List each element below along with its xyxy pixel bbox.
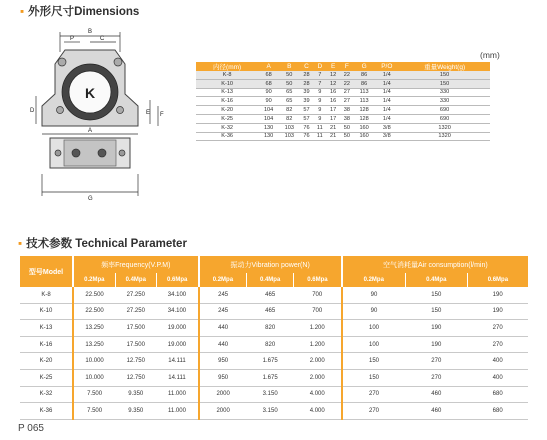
header-cell: P/O bbox=[374, 62, 399, 71]
table-cell: 700 bbox=[294, 287, 342, 303]
model-header: 型号Model bbox=[20, 256, 73, 287]
model-cell: K-8 bbox=[20, 287, 73, 303]
table-cell: 3.150 bbox=[247, 403, 294, 420]
table-cell: 100 bbox=[342, 320, 406, 337]
table-cell: 34.100 bbox=[156, 287, 198, 303]
table-cell: 245 bbox=[199, 303, 247, 320]
technical-table-body bbox=[20, 287, 528, 419]
table-row bbox=[196, 97, 490, 106]
table-cell: 22 bbox=[340, 79, 354, 88]
table-cell: 19.000 bbox=[156, 336, 198, 353]
table-cell: 13.250 bbox=[73, 320, 115, 337]
table-cell: 21 bbox=[326, 123, 340, 132]
table-cell: 465 bbox=[247, 303, 294, 320]
vibrator-technical-drawing bbox=[20, 24, 170, 204]
header-cell: B bbox=[279, 62, 300, 71]
header-cell: C bbox=[300, 62, 314, 71]
pressure-header: 0.6Mpa bbox=[156, 273, 198, 287]
table-cell: 7.500 bbox=[73, 403, 115, 420]
table-cell: 3.150 bbox=[247, 386, 294, 403]
table-cell: 17 bbox=[326, 106, 340, 115]
model-cell: K-20 bbox=[20, 353, 73, 370]
table-cell: 22.500 bbox=[73, 303, 115, 320]
table-cell: 820 bbox=[247, 320, 294, 337]
header-cell: E bbox=[326, 62, 340, 71]
model-cell: K-10 bbox=[20, 303, 73, 320]
model-cell: K-16 bbox=[196, 97, 258, 106]
vibration-power-header: 振动力Vibration power(N) bbox=[199, 256, 342, 273]
table-cell: 2000 bbox=[199, 403, 247, 420]
table-cell: 39 bbox=[300, 88, 314, 97]
table-cell: 104 bbox=[258, 106, 279, 115]
table-cell: 68 bbox=[258, 71, 279, 79]
table-cell: 190 bbox=[467, 303, 528, 320]
table-cell: 1/4 bbox=[374, 114, 399, 123]
table-cell: 22.500 bbox=[73, 287, 115, 303]
table-cell: 90 bbox=[258, 88, 279, 97]
dimensions-header-row bbox=[196, 62, 490, 71]
pressure-header: 0.2Mpa bbox=[342, 273, 406, 287]
table-cell: 460 bbox=[405, 386, 467, 403]
table-cell: 39 bbox=[300, 97, 314, 106]
header-cell: A bbox=[258, 62, 279, 71]
table-cell: 150 bbox=[405, 303, 467, 320]
table-cell: 820 bbox=[247, 336, 294, 353]
table-cell: 2000 bbox=[199, 386, 247, 403]
table-cell: 90 bbox=[258, 97, 279, 106]
table-cell: 460 bbox=[405, 403, 467, 420]
table-cell: 27 bbox=[340, 97, 354, 106]
table-cell: 150 bbox=[399, 79, 490, 88]
dim-letter-c: C bbox=[100, 36, 105, 42]
table-cell: 160 bbox=[354, 132, 375, 141]
table-cell: 270 bbox=[405, 353, 467, 370]
table-cell: 113 bbox=[354, 97, 375, 106]
table-cell: 14.111 bbox=[156, 353, 198, 370]
table-cell: 103 bbox=[279, 132, 300, 141]
pressure-header: 0.4Mpa bbox=[405, 273, 467, 287]
table-cell: 13.250 bbox=[73, 336, 115, 353]
table-cell: 9 bbox=[313, 88, 326, 97]
technical-parameter-title: 技术参数 Technical Parameter bbox=[26, 238, 187, 250]
table-cell: 14.111 bbox=[156, 369, 198, 386]
table-row bbox=[20, 369, 528, 386]
model-cell: K-25 bbox=[20, 369, 73, 386]
table-cell: 950 bbox=[199, 369, 247, 386]
model-cell: K-8 bbox=[196, 71, 258, 79]
table-cell: 400 bbox=[467, 353, 528, 370]
table-cell: 700 bbox=[294, 303, 342, 320]
table-row bbox=[196, 132, 490, 141]
header-cell: D bbox=[313, 62, 326, 71]
header-cell: 重量Weight(g) bbox=[399, 62, 490, 71]
table-cell: 4.000 bbox=[294, 386, 342, 403]
table-cell: 7.500 bbox=[73, 386, 115, 403]
table-cell: 150 bbox=[405, 287, 467, 303]
table-cell: 690 bbox=[399, 114, 490, 123]
table-cell: 245 bbox=[199, 287, 247, 303]
dim-letter-d: D bbox=[30, 108, 35, 114]
dim-letter-g: G bbox=[88, 196, 93, 202]
frequency-header: 频率Frequency(V.P.M) bbox=[73, 256, 199, 273]
table-cell: 90 bbox=[342, 287, 406, 303]
table-cell: 17 bbox=[326, 114, 340, 123]
table-cell: 68 bbox=[258, 79, 279, 88]
pressure-header: 0.2Mpa bbox=[199, 273, 247, 287]
table-cell: 16 bbox=[326, 88, 340, 97]
dimensions-heading bbox=[20, 3, 139, 19]
table-cell: 76 bbox=[300, 123, 314, 132]
table-cell: 160 bbox=[354, 123, 375, 132]
table-cell: 82 bbox=[279, 106, 300, 115]
table-cell: 9 bbox=[313, 106, 326, 115]
unit-label: (mm) bbox=[480, 50, 500, 60]
table-cell: 38 bbox=[340, 114, 354, 123]
table-cell: 82 bbox=[279, 114, 300, 123]
dim-letter-a: A bbox=[88, 128, 93, 134]
table-cell: 130 bbox=[258, 132, 279, 141]
pressure-header: 0.6Mpa bbox=[294, 273, 342, 287]
table-cell: 1/4 bbox=[374, 71, 399, 79]
table-cell: 1/4 bbox=[374, 97, 399, 106]
table-cell: 65 bbox=[279, 88, 300, 97]
table-cell: 1.675 bbox=[247, 369, 294, 386]
table-cell: 86 bbox=[354, 79, 375, 88]
table-cell: 12 bbox=[326, 71, 340, 79]
table-cell: 330 bbox=[399, 88, 490, 97]
table-cell: 1/4 bbox=[374, 88, 399, 97]
table-cell: 76 bbox=[300, 132, 314, 141]
table-cell: 65 bbox=[279, 97, 300, 106]
dimensions-table-body bbox=[196, 71, 490, 141]
table-cell: 21 bbox=[326, 132, 340, 141]
model-cell: K-32 bbox=[196, 123, 258, 132]
table-cell: 190 bbox=[405, 336, 467, 353]
table-row bbox=[196, 71, 490, 79]
table-cell: 27 bbox=[340, 88, 354, 97]
dimensions-table bbox=[196, 62, 490, 141]
table-cell: 12.750 bbox=[115, 369, 156, 386]
table-cell: 103 bbox=[279, 123, 300, 132]
table-cell: 190 bbox=[405, 320, 467, 337]
header-cell: F bbox=[340, 62, 354, 71]
table-cell: 11 bbox=[313, 123, 326, 132]
table-cell: 690 bbox=[399, 106, 490, 115]
table-cell: 330 bbox=[399, 97, 490, 106]
table-cell: 9.350 bbox=[115, 403, 156, 420]
table-row bbox=[20, 336, 528, 353]
table-cell: 38 bbox=[340, 106, 354, 115]
table-row bbox=[196, 114, 490, 123]
tech-header-row-pressures bbox=[20, 273, 528, 287]
table-cell: 1320 bbox=[399, 123, 490, 132]
table-cell: 680 bbox=[467, 386, 528, 403]
table-row bbox=[20, 403, 528, 420]
table-cell: 104 bbox=[258, 114, 279, 123]
table-cell: 190 bbox=[467, 287, 528, 303]
table-row bbox=[196, 88, 490, 97]
table-cell: 27.250 bbox=[115, 287, 156, 303]
table-cell: 270 bbox=[342, 403, 406, 420]
table-cell: 1320 bbox=[399, 132, 490, 141]
table-cell: 50 bbox=[279, 79, 300, 88]
drawing-svg bbox=[20, 24, 170, 204]
table-cell: 12 bbox=[326, 79, 340, 88]
page-number: P 065 bbox=[18, 423, 44, 434]
table-cell: 4.000 bbox=[294, 403, 342, 420]
table-cell: 440 bbox=[199, 320, 247, 337]
table-cell: 50 bbox=[340, 123, 354, 132]
model-cell: K-16 bbox=[20, 336, 73, 353]
table-cell: 270 bbox=[467, 336, 528, 353]
table-cell: 7 bbox=[313, 71, 326, 79]
drawing-center-label: K bbox=[84, 85, 96, 101]
table-cell: 130 bbox=[258, 123, 279, 132]
table-cell: 270 bbox=[342, 386, 406, 403]
model-cell: K-13 bbox=[20, 320, 73, 337]
table-cell: 100 bbox=[342, 336, 406, 353]
table-row bbox=[20, 386, 528, 403]
pressure-header: 0.2Mpa bbox=[73, 273, 115, 287]
table-cell: 150 bbox=[399, 71, 490, 79]
table-cell: 128 bbox=[354, 106, 375, 115]
table-cell: 1.200 bbox=[294, 336, 342, 353]
table-row bbox=[196, 79, 490, 88]
table-cell: 11 bbox=[313, 132, 326, 141]
table-cell: 57 bbox=[300, 106, 314, 115]
technical-parameter-table bbox=[20, 256, 528, 420]
tech-header-row-groups bbox=[20, 256, 528, 273]
table-cell: 17.500 bbox=[115, 320, 156, 337]
table-cell: 7 bbox=[313, 79, 326, 88]
dim-letter-e: E bbox=[146, 110, 151, 116]
table-cell: 400 bbox=[467, 369, 528, 386]
table-cell: 57 bbox=[300, 114, 314, 123]
bullet-icon: ▪ bbox=[18, 238, 23, 250]
table-cell: 22 bbox=[340, 71, 354, 79]
table-cell: 150 bbox=[342, 369, 406, 386]
table-row bbox=[20, 353, 528, 370]
table-cell: 2.000 bbox=[294, 353, 342, 370]
bullet-icon: ▪ bbox=[20, 6, 25, 18]
model-cell: K-10 bbox=[196, 79, 258, 88]
table-cell: 10.000 bbox=[73, 353, 115, 370]
table-row bbox=[196, 106, 490, 115]
table-cell: 12.750 bbox=[115, 353, 156, 370]
table-cell: 3/8 bbox=[374, 123, 399, 132]
table-cell: 10.000 bbox=[73, 369, 115, 386]
table-cell: 1/4 bbox=[374, 79, 399, 88]
table-cell: 1.200 bbox=[294, 320, 342, 337]
dim-letter-b: B bbox=[88, 29, 93, 35]
table-row bbox=[196, 123, 490, 132]
table-cell: 11.000 bbox=[156, 403, 198, 420]
table-cell: 2.000 bbox=[294, 369, 342, 386]
table-cell: 86 bbox=[354, 71, 375, 79]
model-cell: K-13 bbox=[196, 88, 258, 97]
table-row bbox=[20, 287, 528, 303]
table-cell: 17.500 bbox=[115, 336, 156, 353]
model-cell: K-36 bbox=[20, 403, 73, 420]
header-cell: G bbox=[354, 62, 375, 71]
table-cell: 34.100 bbox=[156, 303, 198, 320]
technical-parameter-heading bbox=[18, 235, 187, 251]
table-cell: 28 bbox=[300, 71, 314, 79]
table-cell: 9.350 bbox=[115, 386, 156, 403]
table-cell: 9 bbox=[313, 114, 326, 123]
table-cell: 28 bbox=[300, 79, 314, 88]
dimensions-title: 外形尺寸Dimensions bbox=[28, 6, 140, 18]
table-cell: 16 bbox=[326, 97, 340, 106]
table-cell: 950 bbox=[199, 353, 247, 370]
table-cell: 50 bbox=[279, 71, 300, 79]
table-cell: 1.675 bbox=[247, 353, 294, 370]
pressure-header: 0.4Mpa bbox=[115, 273, 156, 287]
pressure-header: 0.4Mpa bbox=[247, 273, 294, 287]
air-consumption-header: 空气消耗量Air consumption(l/min) bbox=[342, 256, 528, 273]
table-cell: 270 bbox=[405, 369, 467, 386]
table-cell: 50 bbox=[340, 132, 354, 141]
table-cell: 150 bbox=[342, 353, 406, 370]
header-cell: 内径(mm) bbox=[196, 62, 258, 71]
dim-letter-p: P bbox=[70, 36, 75, 42]
dim-letter-f: F bbox=[160, 112, 164, 118]
table-cell: 440 bbox=[199, 336, 247, 353]
table-cell: 27.250 bbox=[115, 303, 156, 320]
table-row bbox=[20, 303, 528, 320]
model-cell: K-25 bbox=[196, 114, 258, 123]
table-cell: 11.000 bbox=[156, 386, 198, 403]
table-cell: 1/4 bbox=[374, 106, 399, 115]
table-cell: 3/8 bbox=[374, 132, 399, 141]
table-cell: 270 bbox=[467, 320, 528, 337]
table-cell: 680 bbox=[467, 403, 528, 420]
table-cell: 128 bbox=[354, 114, 375, 123]
table-cell: 19.000 bbox=[156, 320, 198, 337]
model-cell: K-36 bbox=[196, 132, 258, 141]
model-cell: K-32 bbox=[20, 386, 73, 403]
table-cell: 9 bbox=[313, 97, 326, 106]
table-cell: 113 bbox=[354, 88, 375, 97]
pressure-header: 0.6Mpa bbox=[467, 273, 528, 287]
table-cell: 465 bbox=[247, 287, 294, 303]
model-cell: K-20 bbox=[196, 106, 258, 115]
table-cell: 90 bbox=[342, 303, 406, 320]
table-row bbox=[20, 320, 528, 337]
